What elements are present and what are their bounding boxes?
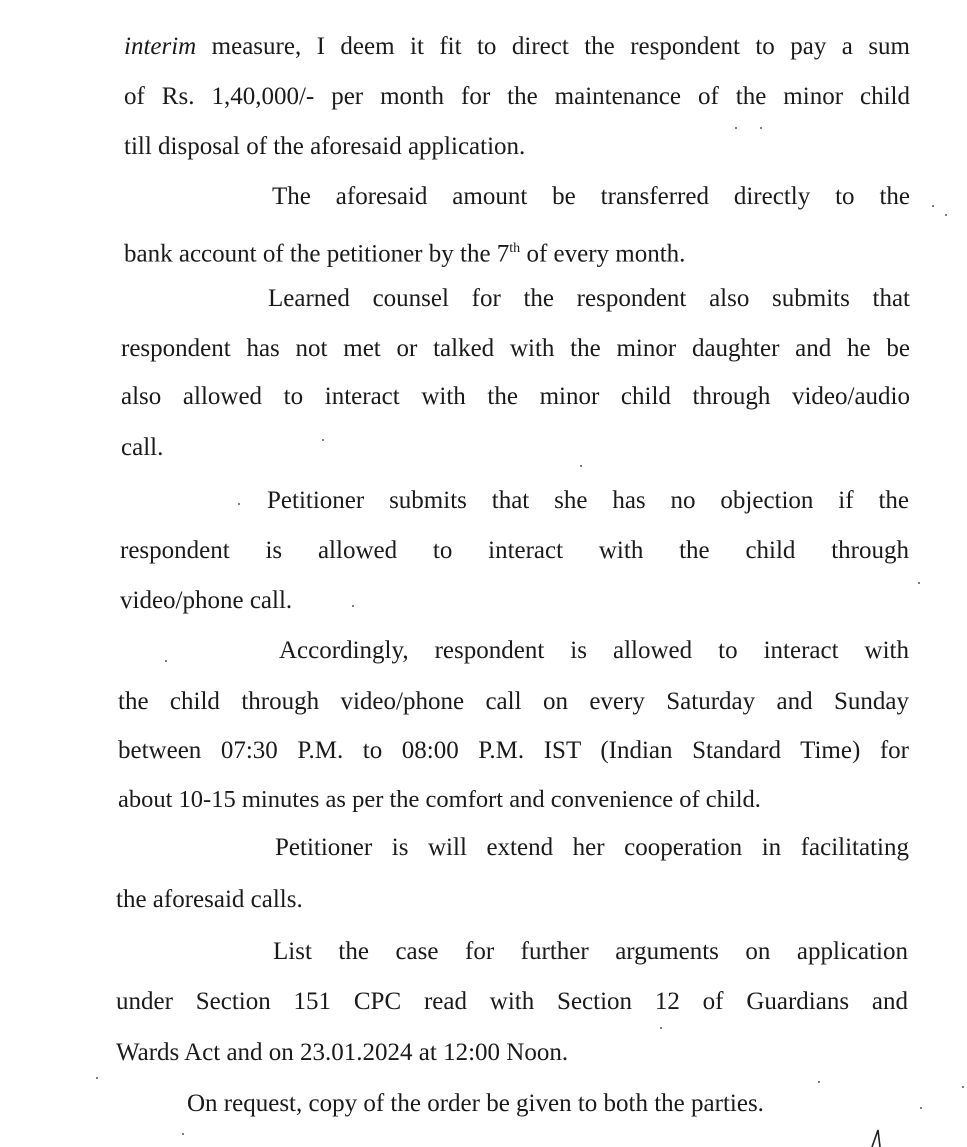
para1-line1 (124, 31, 910, 63)
para2-line2 (124, 233, 685, 270)
scan-speck (760, 127, 762, 129)
scan-speck (920, 1107, 922, 1109)
para5-line2: the child through video/phone call on every Saturday and Sunday (118, 688, 909, 715)
para7-line2: under Section 151 CPC read with Section 12 of Guardians and (116, 988, 908, 1015)
para3-line2: respondent has not met or talked with the minor daughter and he be (121, 335, 910, 362)
para3-line3: also allowed to interact with the minor child through video/audio (121, 383, 910, 410)
handwritten-mark (868, 1126, 888, 1147)
para1-line2: of Rs. 1,40,000/- per month for the maintenance of the minor child (124, 83, 910, 110)
scan-speck (918, 582, 920, 584)
para1-line3: till disposal of the aforesaid application. (124, 133, 526, 160)
scan-speck (962, 1086, 964, 1088)
scan-speck (352, 605, 354, 607)
para2-line1: The aforesaid amount be transferred directly to the (272, 183, 910, 210)
scan-speck (735, 127, 737, 129)
para8-line1: On request, copy of the order be given to both the parties. (187, 1090, 764, 1117)
para5-line3: between 07:30 P.M. to 08:00 P.M. IST (Indian Standard Time) for (118, 737, 909, 764)
para4-line1: Petitioner submits that she has no objection if the (267, 487, 909, 514)
para6-line2: the aforesaid calls. (116, 886, 303, 913)
scan-speck (580, 465, 582, 467)
scan-speck (182, 1133, 184, 1135)
para2-line2-end: of every month. (520, 240, 686, 268)
scan-speck (932, 205, 934, 207)
para6-line1: Petitioner is will extend her cooperation in facilitating (275, 834, 909, 861)
scan-speck (660, 1027, 662, 1029)
para5-line4: about 10-15 minutes as per the comfort and convenience of child. (118, 786, 761, 813)
superscript-th: th (509, 241, 521, 256)
scan-speck (322, 439, 324, 441)
para7-line3: Wards Act and on 23.01.2024 at 12:00 Noon. (116, 1039, 569, 1066)
scan-speck (945, 214, 947, 216)
scan-speck (238, 503, 240, 505)
scan-speck (818, 1081, 820, 1083)
para2-line2-text: bank account of the petitioner by the 7 (124, 240, 510, 268)
para3-line1: Learned counsel for the respondent also submits that (268, 285, 910, 312)
para3-line4: call. (121, 434, 164, 461)
para4-line2: respondent is allowed to interact with the child through (120, 537, 909, 564)
para7-line1: List the case for further arguments on application (273, 938, 908, 965)
para1-italic-word: interim (124, 33, 197, 60)
para1-line1-text: measure, I deem it fit to direct the respondent to pay a sum (196, 33, 910, 60)
scan-speck (165, 660, 167, 662)
para5-line1: Accordingly, respondent is allowed to interact with (279, 637, 909, 664)
scan-speck (96, 1077, 98, 1079)
para4-line3: video/phone call. (120, 587, 293, 614)
